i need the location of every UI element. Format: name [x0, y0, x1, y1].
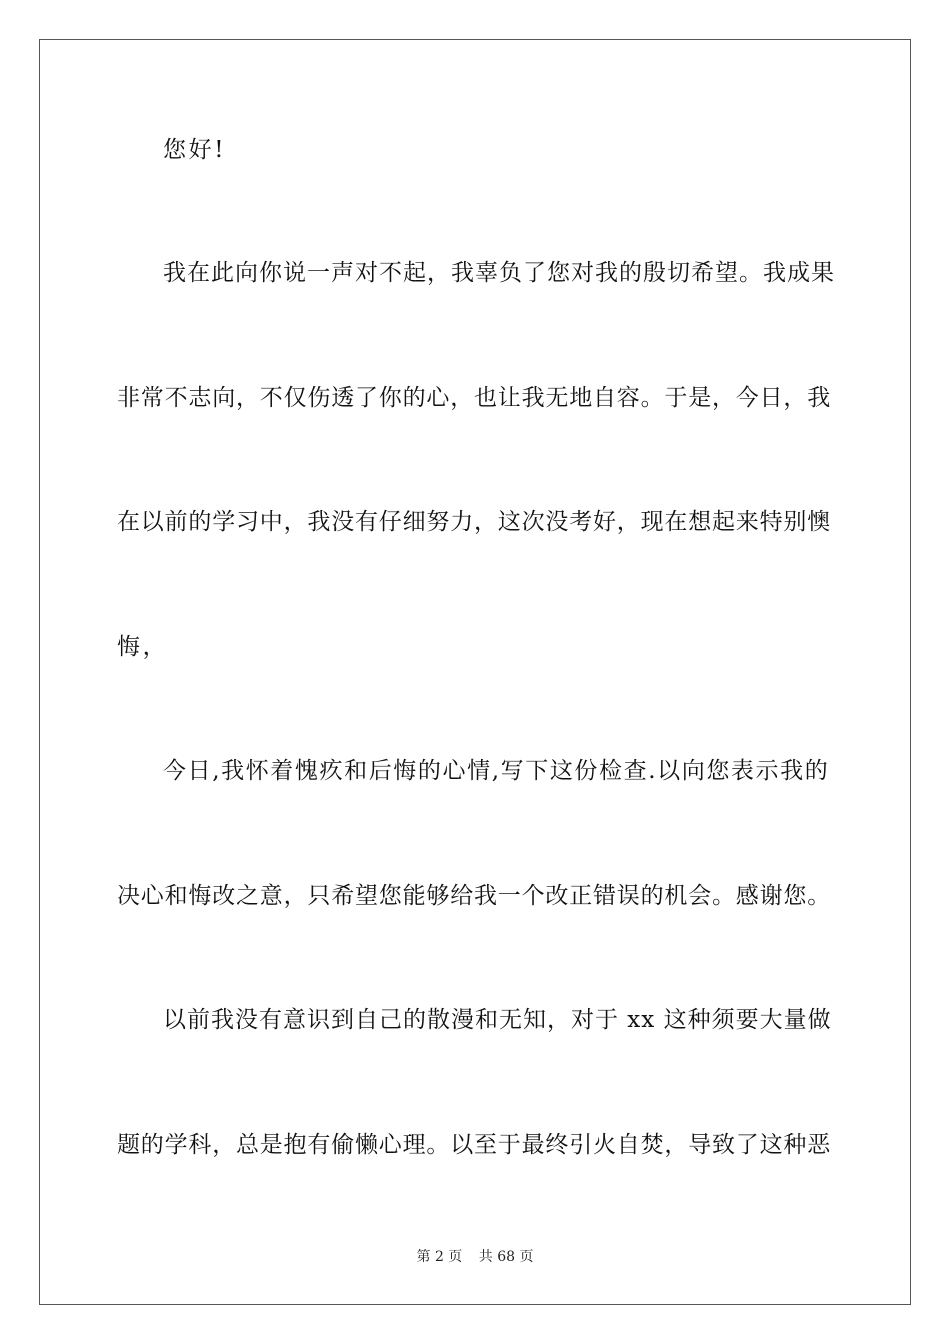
- paragraph-1-line-4: 悔，: [117, 634, 169, 660]
- page-number-total: 共 68 页: [478, 1249, 534, 1265]
- page-border: [39, 39, 911, 1305]
- paragraph-1-line-2: 非常不志向，不仅伤透了你的心，也让我无地自容。于是，今日，我: [117, 385, 831, 411]
- page-footer: [0, 1248, 950, 1266]
- paragraph-1-line-3: 在以前的学习中，我没有仔细努力，这次没考好，现在想起来特别懊: [117, 509, 831, 535]
- paragraph-2-line-2: 决心和悔改之意，只希望您能够给我一个改正错误的机会。感谢您。: [117, 883, 831, 909]
- paragraph-1-line-1: 我在此向你说一声对不起，我辜负了您对我的殷切希望。我成果: [163, 260, 835, 286]
- greeting-line: 您好!: [163, 137, 227, 163]
- page-number-current: 第 2 页: [416, 1249, 463, 1265]
- paragraph-2-line-1: 今日,我怀着愧疚和后悔的心情,写下这份检查.以向您表示我的: [163, 758, 830, 784]
- paragraph-3-line-1: 以前我没有意识到自己的散漫和无知，对于 xx 这种须要大量做: [163, 1007, 832, 1033]
- paragraph-3-line-2: 题的学科，总是抱有偷懒心理。以至于最终引火自焚，导致了这种恶: [117, 1132, 831, 1158]
